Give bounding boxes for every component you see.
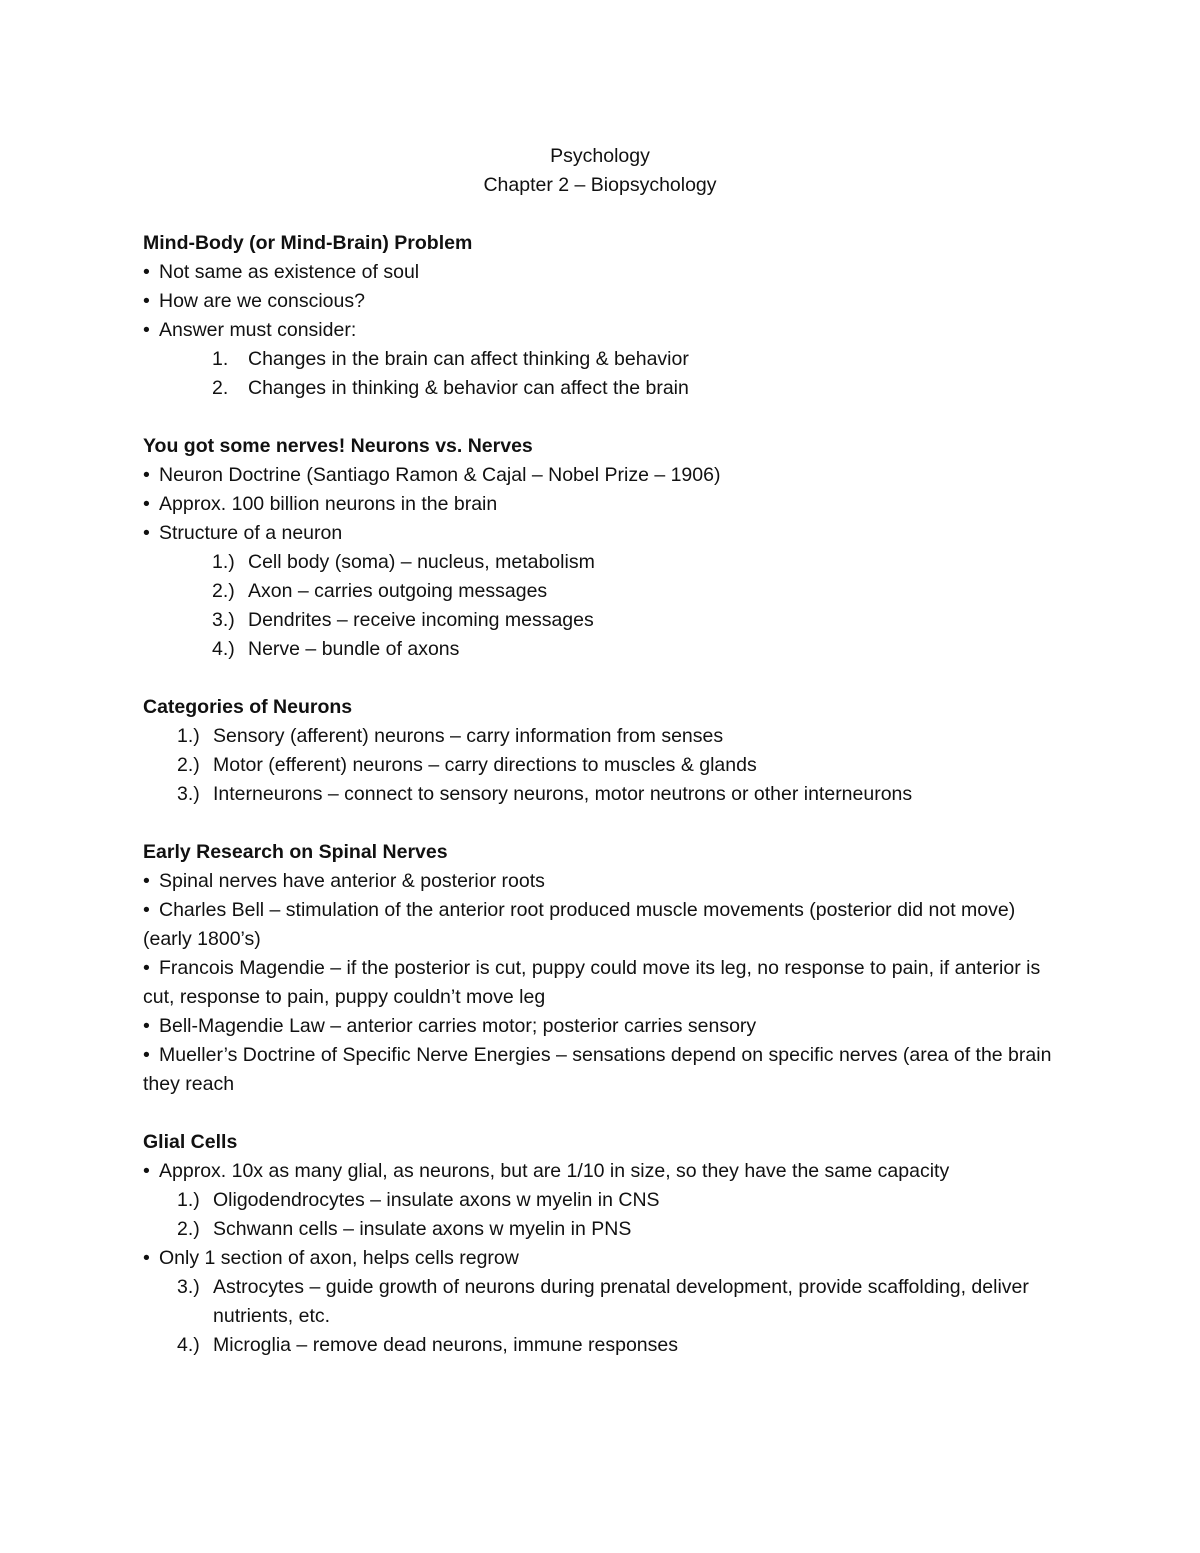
numbered-item: 2.) Axon – carries outgoing messages [212, 580, 548, 602]
numbered-item: 1.) Oligodendrocytes – insulate axons w myelin in CNS [177, 1189, 660, 1211]
bullet-item: • Only 1 section of axon, helps cells regrow [143, 1247, 519, 1269]
numbered-item: 2.) Schwann cells – insulate axons w myelin in PNS [177, 1218, 632, 1240]
section-heading-nerves: You got some nerves! Neurons vs. Nerves [143, 435, 533, 457]
section-heading-categories: Categories of Neurons [143, 696, 353, 718]
bullet-item: • Approx. 100 billion neurons in the brain [143, 493, 498, 515]
section-heading-spinal-nerves: Early Research on Spinal Nerves [143, 841, 448, 863]
section-heading-mind-body: Mind-Body (or Mind-Brain) Problem [143, 232, 473, 254]
section-heading-glial-cells: Glial Cells [143, 1131, 238, 1153]
page-title: Psychology [550, 145, 650, 167]
bullet-item: • Mueller’s Doctrine of Specific Nerve Energies – sensations depend on specific nerves (area of the brain they reach [143, 1044, 1052, 1095]
numbered-item: 4.) Nerve – bundle of axons [212, 638, 460, 660]
page-subtitle: Chapter 2 – Biopsychology [483, 174, 717, 196]
numbered-item: 3.) Dendrites – receive incoming messages [212, 609, 594, 631]
bullet-item: • Charles Bell – stimulation of the anterior root produced muscle movements (posterior did not move) (early 1800’s) [143, 899, 1016, 950]
bullet-item: • Structure of a neuron [143, 522, 343, 544]
bullet-item: • Approx. 10x as many glial, as neurons, but are 1/10 in size, so they have the same capacity [143, 1160, 950, 1182]
numbered-item: 4.) Microglia – remove dead neurons, immune responses [177, 1334, 678, 1356]
numbered-item: 1.) Sensory (afferent) neurons – carry information from senses [177, 725, 724, 747]
bullet-item: • Francois Magendie – if the posterior is cut, puppy could move its leg, no response to pain, if anterior is cut, response to pain, puppy couldn’t move leg [143, 957, 1041, 1008]
numbered-item: 1.) Cell body (soma) – nucleus, metabolism [212, 551, 595, 573]
bullet-item: • Neuron Doctrine (Santiago Ramon & Cajal – Nobel Prize – 1906) [143, 464, 721, 486]
bullet-item: • Answer must consider: [143, 319, 357, 341]
document-body [143, 142, 1063, 1360]
numbered-item: 2.) Motor (efferent) neurons – carry directions to muscles & glands [177, 754, 757, 776]
bullet-item: • Spinal nerves have anterior & posterior roots [143, 870, 545, 892]
numbered-item: 3.) Interneurons – connect to sensory neurons, motor neutrons or other interneurons [177, 783, 913, 805]
bullet-item: • Bell-Magendie Law – anterior carries motor; posterior carries sensory [143, 1015, 757, 1037]
numbered-item: 1. Changes in the brain can affect thinking & behavior [212, 348, 689, 370]
title-block [0, 142, 1200, 200]
bullet-item: • How are we conscious? [143, 290, 365, 312]
bullet-item: • Not same as existence of soul [143, 261, 420, 283]
numbered-item: 3.) Astrocytes – guide growth of neurons during prenatal development, provide scaffolding, deliver nutrients, etc. [177, 1276, 1029, 1327]
numbered-item: 2. Changes in thinking & behavior can affect the brain [212, 377, 689, 399]
